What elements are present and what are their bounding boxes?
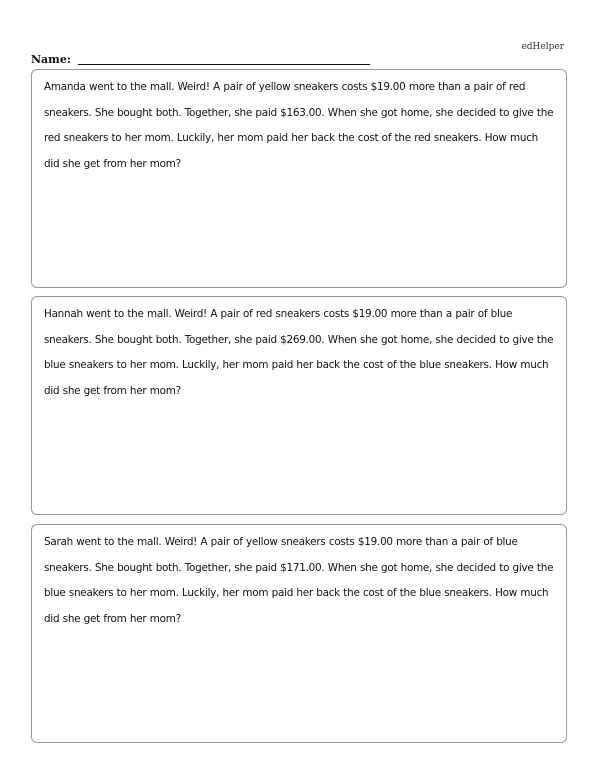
- name-field-row: [31, 52, 370, 66]
- problem-text-3: Sarah went to the mall. Weird! A pair of yellow sneakers costs $19.00 more than a pair of blue sneakers. She bought both. Together, she paid $171.00. When she got home, she decided to give the blue sneakers to her mom. Luckily, her mom paid her back the cost of the blue sneakers. How much did she get from her mom?: [44, 536, 554, 625]
- brand-label: edHelper: [521, 42, 564, 52]
- problem-text-1: Amanda went to the mall. Weird! A pair of yellow sneakers costs $19.00 more than a pair of red sneakers. She bought both. Together, she paid $163.00. When she got home, she decided to give the red sneakers to her mom. Luckily, her mom paid her back the cost of the red sneakers. How much did she get from her mom?: [44, 81, 554, 170]
- problem-box-1[interactable]: [31, 69, 567, 288]
- name-label: Name:: [31, 53, 71, 66]
- problem-text-2: Hannah went to the mall. Weird! A pair of red sneakers costs $19.00 more than a pair of blue sneakers. She bought both. Together, she paid $269.00. When she got home, she decided to give the blue sneakers to her mom. Luckily, her mom paid her back the cost of the blue sneakers. How much did she get from her mom?: [44, 308, 554, 397]
- problem-box-3[interactable]: [31, 524, 567, 743]
- problem-box-2[interactable]: [31, 296, 567, 515]
- name-blank-line[interactable]: [78, 52, 370, 65]
